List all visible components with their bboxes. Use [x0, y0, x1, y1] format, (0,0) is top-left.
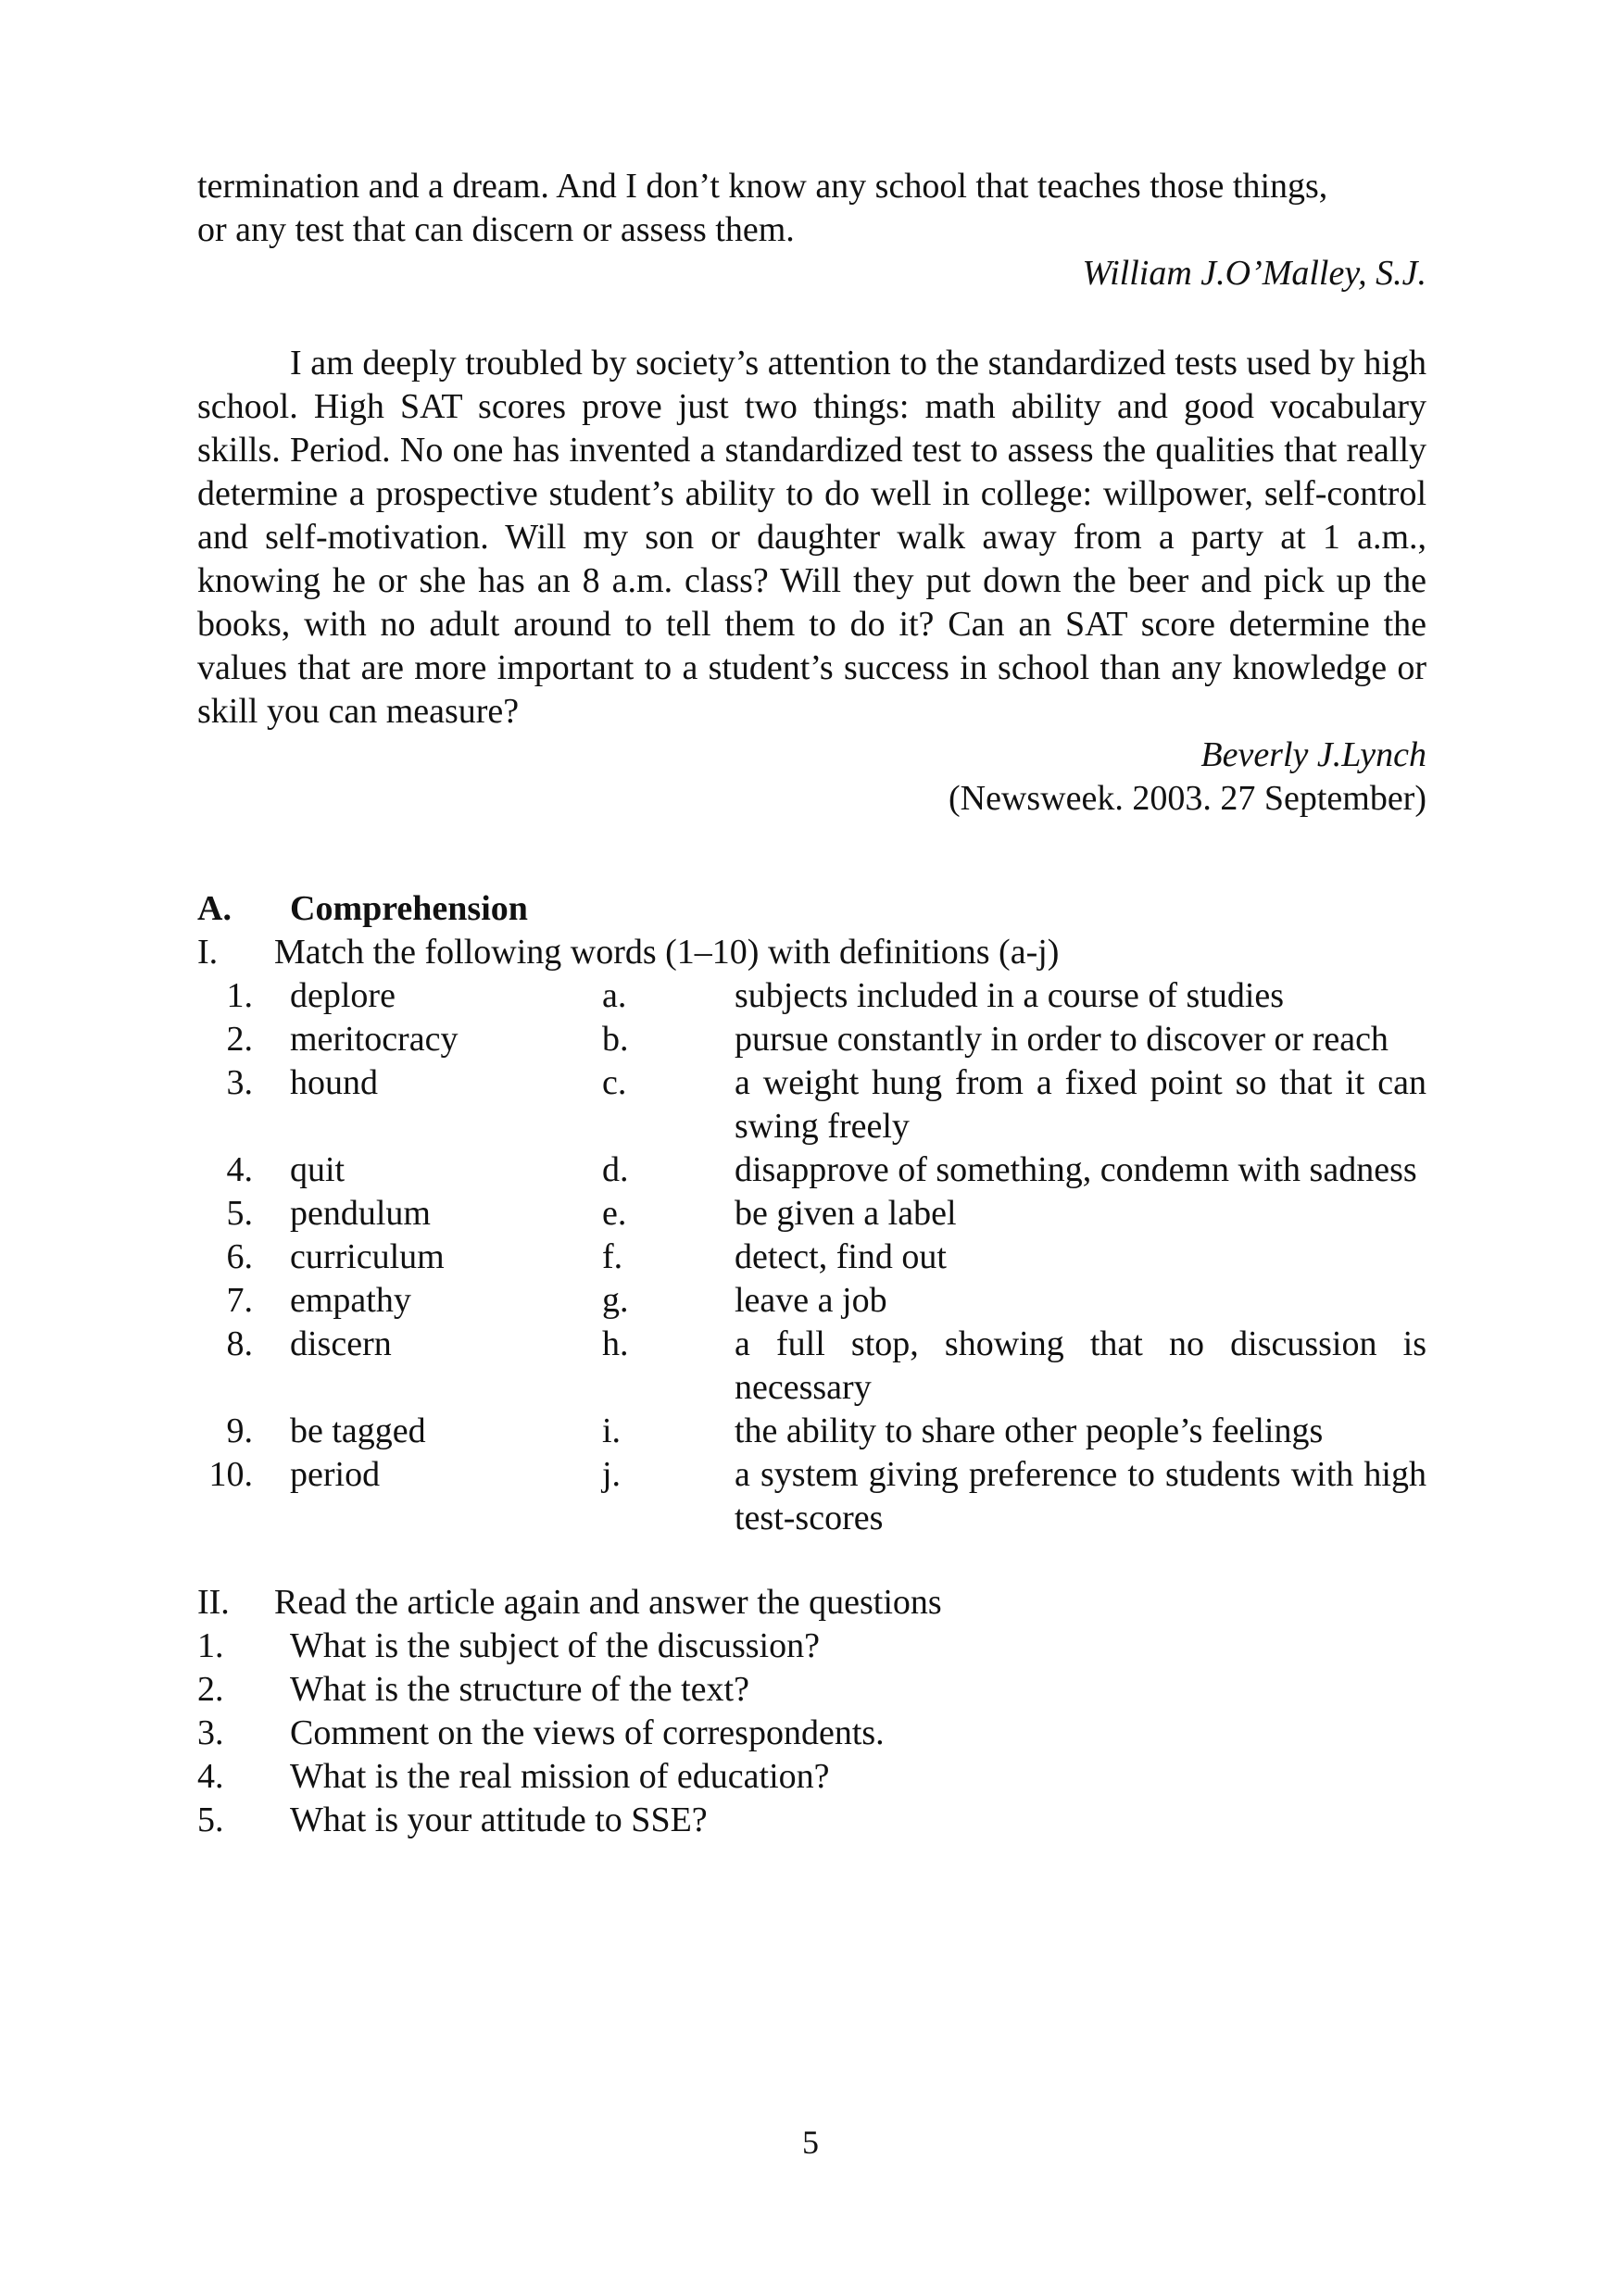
word: deplore: [290, 976, 396, 1015]
word-number: 6.: [226, 1237, 253, 1276]
author-signature-2: Beverly J.Lynch: [1200, 735, 1426, 774]
matching-list: [197, 974, 1426, 1540]
matching-row: [197, 1453, 1426, 1540]
word-number: 9.: [226, 1411, 253, 1450]
definition: disapprove of something, condemn with sadness: [735, 1150, 1417, 1189]
definition-letter: g.: [602, 1281, 629, 1320]
definition-letter: b.: [602, 1020, 629, 1059]
matching-row: [197, 1410, 1426, 1453]
word: pendulum: [290, 1194, 431, 1233]
definition-letter: a.: [602, 976, 627, 1015]
question-number: 2.: [197, 1670, 224, 1709]
matching-row: [197, 974, 1426, 1018]
letter-paragraph-2: I am deeply troubled by society’s attention to the standardized tests used by high school. High SAT scores prove just two things: math ability and good vocabulary skills. Period. No one has invented a standardized test to assess the qualities that really determine a prospective student’s ability to do well in college: willpower, self-control and self-motivation. Will my son or daughter walk away from a party at 1 a.m., knowing he or she has an 8 a.m. class? Will they put down the beer and pick up the books, with no adult around to tell them to do it? Can an SAT score determine the values that are more important to a student’s success in school than any knowledge or skill you can measure?: [197, 344, 1426, 731]
continuation-line-2: or any test that can discern or assess them.: [197, 210, 795, 249]
word: curriculum: [290, 1237, 445, 1276]
task-1-numeral: I.: [197, 933, 219, 972]
matching-row: [197, 1061, 1426, 1148]
matching-row: [197, 1018, 1426, 1061]
word-number: 2.: [226, 1020, 253, 1059]
word: quit: [290, 1150, 346, 1189]
question-text: Comment on the views of correspondents.: [290, 1713, 885, 1752]
definition: leave a job: [735, 1281, 887, 1320]
section-letter: A.: [197, 889, 232, 928]
word: discern: [290, 1324, 392, 1363]
question-number: 3.: [197, 1713, 224, 1752]
matching-row: [197, 1323, 1426, 1410]
definition: pursue constantly in order to discover or reach: [735, 1020, 1389, 1059]
word-number: 3.: [226, 1063, 253, 1102]
task-1-instruction: [197, 931, 1426, 974]
word-number: 5.: [226, 1194, 253, 1233]
word: period: [290, 1455, 381, 1494]
matching-row: [197, 1192, 1426, 1236]
question-text: What is your attitude to SSE?: [290, 1800, 708, 1839]
matching-row: [197, 1148, 1426, 1192]
task-2-text: Read the article again and answer the questions: [274, 1583, 942, 1622]
task-2-instruction: [197, 1581, 1426, 1625]
definition: the ability to share other people’s feelings: [735, 1411, 1324, 1450]
page-number: 5: [802, 2124, 819, 2161]
question-text: What is the subject of the discussion?: [290, 1626, 820, 1665]
question-number: 5.: [197, 1800, 224, 1839]
word: meritocracy: [290, 1020, 459, 1059]
article-continuation: [197, 165, 1426, 252]
question-list: [197, 1625, 1426, 1842]
definition-letter: d.: [602, 1150, 629, 1189]
definition-letter: h.: [602, 1324, 629, 1363]
matching-row: [197, 1236, 1426, 1279]
question-item: [197, 1712, 1426, 1755]
question-item: [197, 1625, 1426, 1668]
word-number: 4.: [226, 1150, 253, 1189]
question-text: What is the real mission of education?: [290, 1757, 830, 1796]
continuation-line-1: termination and a dream. And I don’t know any school that teaches those things,: [197, 167, 1328, 206]
definition-letter: e.: [602, 1194, 627, 1233]
word: hound: [290, 1063, 378, 1102]
question-number: 1.: [197, 1626, 224, 1665]
question-item: [197, 1755, 1426, 1799]
page-content: [197, 165, 1426, 1842]
definition: a weight hung from a fixed point so that it can swing freely: [735, 1063, 1426, 1146]
definition-letter: f.: [602, 1237, 623, 1276]
definition-letter: j.: [602, 1455, 622, 1494]
task-2-numeral: II.: [197, 1583, 230, 1622]
word: empathy: [290, 1281, 411, 1320]
definition: subjects included in a course of studies: [735, 976, 1285, 1015]
source-citation: (Newsweek. 2003. 27 September): [948, 779, 1426, 818]
word-number: 7.: [226, 1281, 253, 1320]
definition: detect, find out: [735, 1237, 947, 1276]
word: be tagged: [290, 1411, 426, 1450]
definition-letter: i.: [602, 1411, 622, 1450]
question-item: [197, 1668, 1426, 1712]
definition: be given a label: [735, 1194, 957, 1233]
definition: a system giving preference to students with high test-scores: [735, 1455, 1426, 1537]
task-1-text: Match the following words (1–10) with definitions (a-j): [274, 933, 1060, 972]
matching-row: [197, 1279, 1426, 1323]
word-number: 10.: [208, 1455, 253, 1494]
word-number: 1.: [226, 976, 253, 1015]
definition-letter: c.: [602, 1063, 627, 1102]
question-number: 4.: [197, 1757, 224, 1796]
word-number: 8.: [226, 1324, 253, 1363]
section-heading: [197, 887, 1426, 931]
section-title: Comprehension: [290, 889, 528, 928]
question-text: What is the structure of the text?: [290, 1670, 749, 1709]
question-item: [197, 1799, 1426, 1842]
author-signature-1: William J.O’Malley, S.J.: [1082, 254, 1426, 293]
definition: a full stop, showing that no discussion is necessary: [735, 1324, 1426, 1407]
